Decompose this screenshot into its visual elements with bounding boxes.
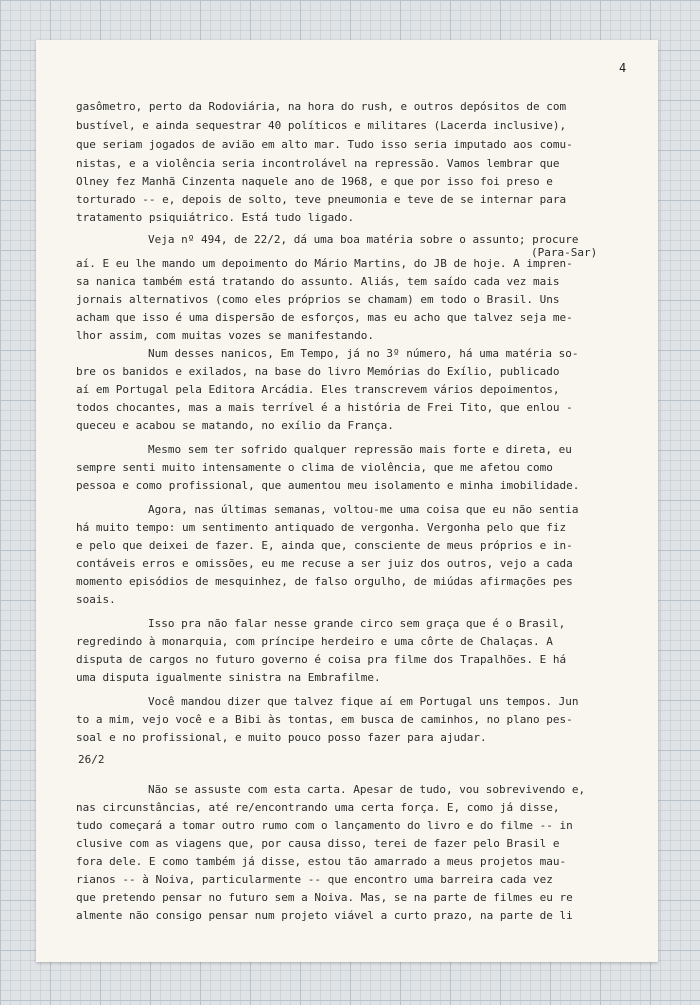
text-line: sempre senti muito intensamente o clima de violência, que me afetou como	[76, 461, 553, 474]
text-line: tratamento psiquiátrico. Está tudo ligado.	[76, 211, 355, 224]
text-line: todos chocantes, mas a mais terrível é a história de Frei Tito, que enlou -	[76, 401, 573, 414]
text-line: bre os banidos e exilados, na base do livro Memórias do Exílio, publicado	[76, 365, 560, 378]
text-line: rianos -- à Noiva, particularmente -- que encontro uma barreira cada vez	[76, 873, 553, 886]
text-line: soais.	[76, 593, 116, 606]
text-line: sa nanica também está tratando do assunto. Aliás, tem saído cada vez mais	[76, 275, 560, 288]
text-line: Agora, nas últimas semanas, voltou-me uma coisa que eu não sentia	[148, 503, 579, 516]
section-date: 26/2	[78, 753, 105, 766]
text-line: disputa de cargos no futuro governo é coisa pra filme dos Trapalhões. E há	[76, 653, 567, 666]
text-line: jornais alternativos (como eles próprios se chamam) em todo o Brasil. Uns	[76, 293, 560, 306]
text-line: e pelo que deixei de fazer. E, ainda que, consciente de meus próprios e in-	[76, 539, 573, 552]
text-line: to a mim, vejo você e a Bibi às tontas, em busca de caminhos, no plano pes-	[76, 713, 573, 726]
text-line: Olney fez Manhã Cinzenta naquele ano de 1968, e que por isso foi preso e	[76, 175, 553, 188]
text-line: tudo começará a tomar outro rumo com o lançamento do livro e do filme -- in	[76, 819, 573, 832]
text-line: soal e no profissional, e muito pouco posso fazer para ajudar.	[76, 731, 487, 744]
text-line: contáveis erros e omissões, eu me recuse a ser juiz dos outros, vejo a cada	[76, 557, 573, 570]
page-number: 4	[619, 61, 627, 75]
text-line: lhor assim, com muitas vozes se manifestando.	[76, 329, 375, 342]
text-line: fora dele. E como também já disse, estou tão amarrado a meus projetos mau-	[76, 855, 567, 868]
text-line: clusive com as viagens que, por causa disso, terei de fazer pelo Brasil e	[76, 837, 560, 850]
text-line: gasômetro, perto da Rodoviária, na hora do rush, e outros depósitos de com	[76, 100, 567, 113]
text-line: acham que isso é uma dispersão de esforços, mas eu acho que talvez seja me-	[76, 311, 573, 324]
text-line: queceu e acabou se matando, no exílio da França.	[76, 419, 394, 432]
text-line: momento episódios de mesquinhez, de falso orgulho, de miúdas afirmações pes	[76, 575, 573, 588]
text-line: almente não consigo pensar num projeto viável a curto prazo, na parte de li	[76, 909, 573, 922]
text-line: que seriam jogados de avião em alto mar. Tudo isso seria imputado aos comu-	[76, 138, 573, 151]
text-line: há muito tempo: um sentimento antiquado de vergonha. Vergonha pelo que fiz	[76, 521, 567, 534]
text-line: Veja nº 494, de 22/2, dá uma boa matéria sobre o assunto; procure	[148, 233, 579, 246]
text-line: Isso pra não falar nesse grande circo sem graça que é o Brasil,	[148, 617, 566, 630]
text-line: regredindo à monarquia, com príncipe herdeiro e uma côrte de Chalaças. A	[76, 635, 553, 648]
text-line: bustível, e ainda sequestrar 40 políticos e militares (Lacerda inclusive),	[76, 119, 567, 132]
text-line: aí. E eu lhe mando um depoimento do Mário Martins, do JB de hoje. A impren-	[76, 257, 573, 270]
text-line: que pretendo pensar no futuro sem a Noiva. Mas, se na parte de filmes eu re	[76, 891, 573, 904]
text-line: Num desses nanicos, Em Tempo, já no 3º número, há uma matéria so-	[148, 347, 579, 360]
text-line: uma disputa igualmente sinistra na Embrafilme.	[76, 671, 381, 684]
text-line: pessoa e como profissional, que aumentou meu isolamento e minha imobilidade.	[76, 479, 580, 492]
text-line: Mesmo sem ter sofrido qualquer repressão mais forte e direta, eu	[148, 443, 572, 456]
text-line: torturado -- e, depois de solto, teve pneumonia e teve de se internar para	[76, 193, 567, 206]
text-line: Você mandou dizer que talvez fique aí em Portugal uns tempos. Jun	[148, 695, 579, 708]
letter-page	[36, 40, 658, 962]
inserted-note: (Para-Sar)	[531, 246, 598, 259]
text-line: aí em Portugal pela Editora Arcádia. Eles transcrevem vários depoimentos,	[76, 383, 560, 396]
text-line: nistas, e a violência seria incontrolável na repressão. Vamos lembrar que	[76, 157, 560, 170]
text-line: Não se assuste com esta carta. Apesar de tudo, vou sobrevivendo e,	[148, 783, 586, 796]
text-line: nas circunstâncias, até re/encontrando uma certa força. E, como já disse,	[76, 801, 560, 814]
